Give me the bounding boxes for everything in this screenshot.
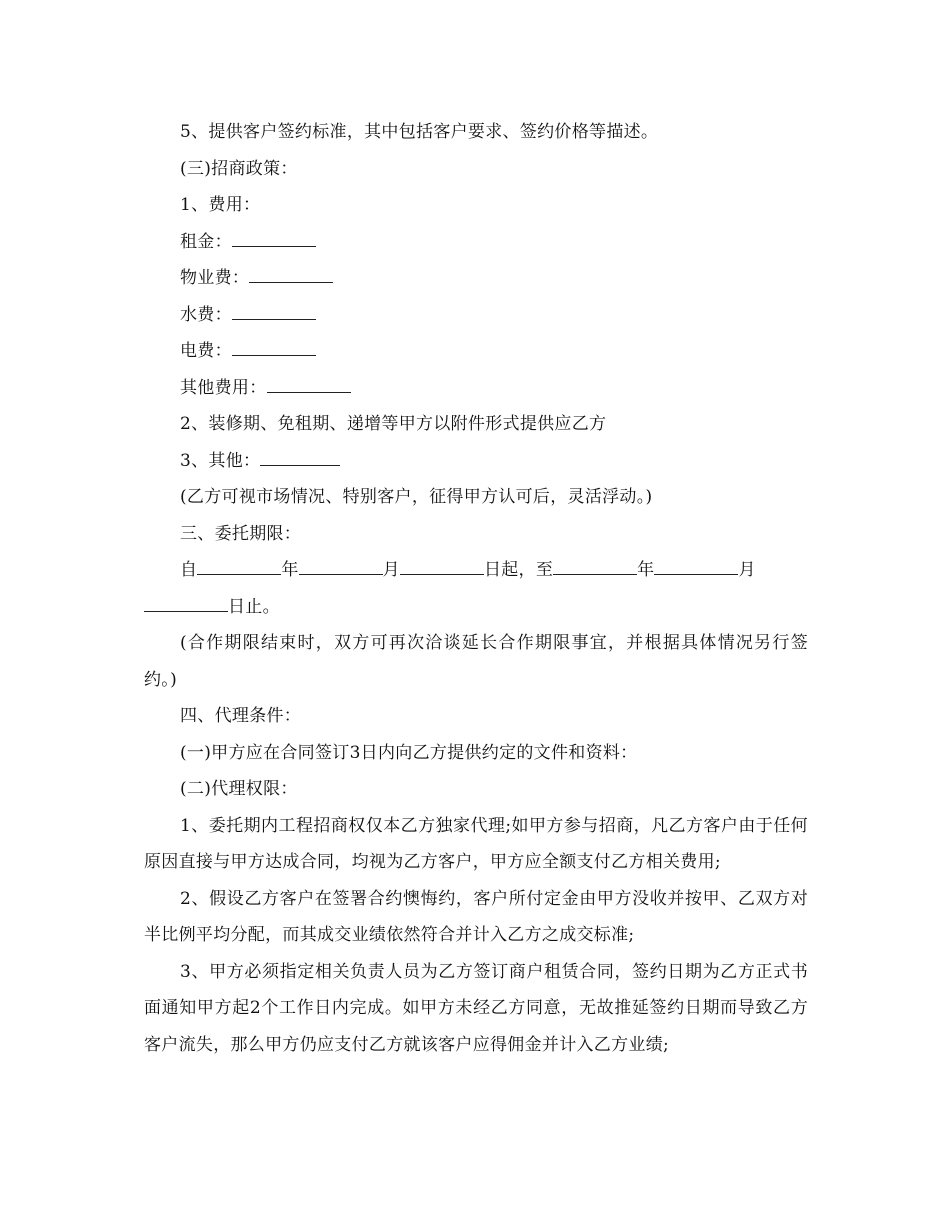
section-agency-conditions: 四、代理条件： <box>180 706 302 726</box>
fee-rent-label: 租金： <box>180 231 232 252</box>
item-other-row <box>144 443 808 480</box>
note-flexible-float: (乙方可视市场情况、特别客户，征得甲方认可后，灵活浮动。) <box>180 487 653 507</box>
term-month2-text: 月 <box>738 560 756 580</box>
fee-other-label: 其他费用： <box>180 377 267 398</box>
term-end-day-blank <box>144 595 228 612</box>
fee-water-blank <box>232 303 316 320</box>
fee-property-row <box>144 260 808 297</box>
fee-property-label: 物业费： <box>180 268 250 288</box>
item-decoration-period: 2、装修期、免租期、递增等甲方以附件形式提供应乙方 <box>180 414 607 434</box>
term-month1-text: 月 <box>382 560 400 580</box>
document-body <box>144 114 808 1063</box>
term-date-row-1 <box>144 552 808 589</box>
fee-electric-blank <box>232 339 316 356</box>
clause-deposit-forfeit: 2、假设乙方客户在签署合约懊悔约，客户所付定金由甲方没收并按甲、乙双方对半比例平均分配，而其成交业绩依然符合并计入乙方之成交标准; <box>144 888 808 945</box>
fee-other-blank <box>267 376 351 393</box>
term-year1-text: 年 <box>281 560 299 580</box>
term-day2-text: 日止。 <box>228 596 280 617</box>
fee-other-row <box>144 370 808 407</box>
term-year2-text: 年 <box>637 560 655 580</box>
term-day1-text: 日起，至 <box>483 560 554 580</box>
term-date-row-2 <box>144 589 808 626</box>
item-provide-documents: (一)甲方应在合同签订3日内向乙方提供约定的文件和资料： <box>180 742 638 763</box>
fee-water-row <box>144 297 808 334</box>
fee-electric-label: 电费： <box>180 341 232 361</box>
term-start-year-blank <box>197 558 281 575</box>
item-client-signing-standard: 5、提供客户签约标准，其中包括客户要求、签约价格等描述。 <box>180 122 659 142</box>
fee-water-label: 水费： <box>180 304 232 325</box>
item-agency-authority: (二)代理权限： <box>180 779 298 799</box>
fee-rent-row <box>144 224 808 261</box>
fee-rent-blank <box>232 230 316 247</box>
term-end-year-blank <box>553 558 637 575</box>
fee-electric-row <box>144 333 808 370</box>
clause-signing-deadline: 3、甲方必须指定相关负责人员为乙方签订商户租赁合同，签约日期为乙方正式书面通知甲方起2个工作日内完成。如甲方未经乙方同意，无故推延签约日期而导致乙方客户流失，那么甲方仍应支付乙方就该客户应得佣金并计入乙方业绩; <box>144 961 808 1055</box>
term-start-day-blank <box>400 558 484 575</box>
term-end-month-blank <box>654 558 738 575</box>
fee-property-blank <box>249 266 333 283</box>
item-other-blank <box>260 449 340 466</box>
term-start-month-blank <box>299 558 383 575</box>
item-fees-heading: 1、费用： <box>180 195 261 215</box>
term-from-text: 自 <box>180 560 198 580</box>
section-investment-policy: (三)招商政策： <box>180 158 298 179</box>
clause-exclusive-agency: 1、委托期内工程招商权仅本乙方独家代理;如甲方参与招商，凡乙方客户由于任何原因直接与甲方达成合同，均视为乙方客户，甲方应全额支付乙方相关费用; <box>144 815 808 872</box>
item-other-label: 3、其他： <box>180 450 261 471</box>
section-entrust-term: 三、委托期限： <box>180 523 302 544</box>
note-cooperation-extension: (合作期限结束时，双方可再次洽谈延长合作期限事宜，并根据具体情况另行签约。) <box>144 633 808 690</box>
